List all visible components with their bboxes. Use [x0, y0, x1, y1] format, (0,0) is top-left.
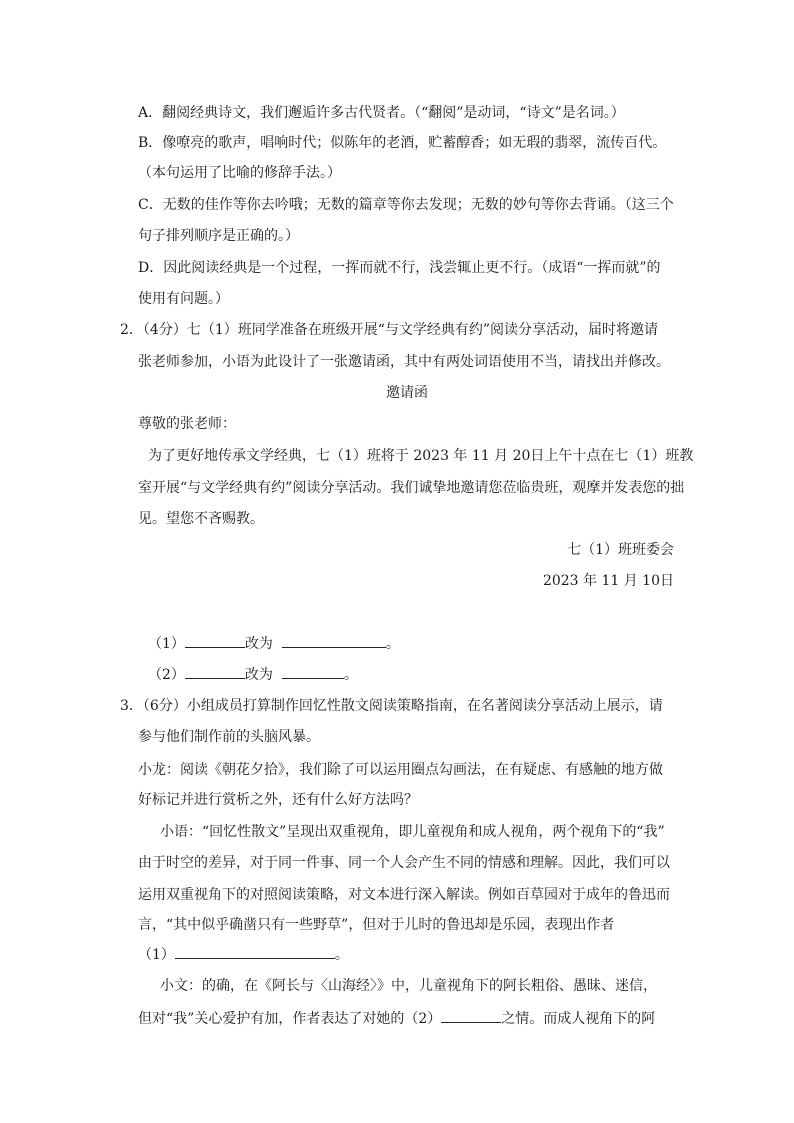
- answer-2-blank-original[interactable]: [185, 664, 245, 679]
- q1-option-c-line2: 句子排列顺序是正确的。）: [138, 228, 299, 244]
- q2-answer-2: [148, 664, 358, 684]
- xiaolong-line1: 小龙：阅读《朝花夕拾》，我们除了可以运用圈点勾画法，在有疑虑、有感触的地方做: [138, 762, 663, 778]
- invitation-greeting: 尊敬的张老师：: [138, 416, 236, 432]
- invitation-signature: 七（1）班班委会: [567, 542, 674, 558]
- answer-1-period: 。: [385, 636, 400, 652]
- answer-1-change-to: 改为: [244, 636, 273, 652]
- xiaoyu-line3: 运用双重视角下的对照阅读策略，对文本进行深入解读。例如百草园对于成年的鲁迅而: [138, 887, 670, 903]
- answer-2-label: （2）: [148, 667, 185, 683]
- xiaowen-line2: [138, 1008, 655, 1028]
- q3-stem-line1: 3．（6分）小组成员打算制作回忆性散文阅读策略指南，在名著阅读分享活动上展示，请: [120, 698, 663, 714]
- xiaowen-line2-start: 但对“我”关心爱护有加，作者表达了对她的（2）: [138, 1011, 442, 1027]
- q2-answer-1: [148, 633, 400, 653]
- invitation-body-line3: 见。望您不吝赐教。: [138, 511, 264, 527]
- q2-stem-line2: 张老师参加，小语为此设计了一张邀请函，其中有两处词语使用不当，请找出并修改。: [138, 354, 670, 370]
- invitation-title: 邀请函: [386, 385, 428, 401]
- xiaoyu-line4: 言，“其中似乎确凿只有一些野草”，但对于儿时的鲁迅却是乐园，表现出作者: [138, 917, 615, 933]
- q2-stem-line1: 2．（4分）七（1）班同学准备在班级开展“与文学经典有约”阅读分享活动，届时将邀请: [120, 322, 659, 338]
- blank-2-answer[interactable]: [441, 1008, 501, 1023]
- q1-option-d-line2: 使用有问题。）: [138, 291, 229, 307]
- xiaoyu-line2: 由于时空的差异，对于同一件事、同一个人会产生不同的情感和理解。因此，我们可以: [138, 855, 670, 871]
- q3-stem-line2: 参与他们制作前的头脑风暴。: [138, 729, 320, 745]
- answer-1-label: （1）: [148, 636, 185, 652]
- answer-2-period: 。: [343, 667, 358, 683]
- invitation-body-line1: 为了更好地传承文学经典，七（1）班将于 2023 年 11 月 20日上午十点在七（1）班教: [148, 448, 694, 464]
- xiaowen-line2-end: 之情。而成人视角下的阿: [501, 1011, 656, 1027]
- q1-option-a: A．翻阅经典诗文，我们邂逅许多古代贤者。（“翻阅”是动词，“诗文”是名词。）: [138, 105, 625, 121]
- q1-option-b-line2: （本句运用了比喻的修辞手法。）: [138, 165, 341, 181]
- xiaoyu-line1: 小语：“回忆性散文”呈现出双重视角，即儿童视角和成人视角，两个视角下的“我”: [160, 824, 665, 840]
- answer-1-blank-original[interactable]: [185, 633, 245, 648]
- q1-option-b-line1: B．像嘹亮的歌声，唱响时代；似陈年的老酒，贮蓄醇香；如无瑕的翡翠，流传百代。: [138, 135, 667, 151]
- invitation-body-line2: 室开展“与文学经典有约”阅读分享活动。我们诚挚地邀请您莅临贵班，观摩并发表您的拙: [138, 480, 685, 496]
- answer-1-blank-correction[interactable]: [282, 633, 386, 648]
- answer-2-blank-correction[interactable]: [282, 664, 344, 679]
- q1-option-d-line1: D．因此阅读经典是一个过程，一挥而就不行，浅尝辄止更不行。（成语“一挥而就”的: [138, 260, 661, 276]
- blank-1-answer[interactable]: [175, 944, 335, 959]
- q1-option-c-line1: C．无数的佳作等你去吟哦；无数的篇章等你去发现；无数的妙句等你去背诵。（这三个: [138, 197, 674, 213]
- blank-1-period: 。: [334, 947, 349, 963]
- answer-2-change-to: 改为: [244, 667, 273, 683]
- xiaolong-line2: 好标记并进行赏析之外，还有什么好方法吗？: [138, 792, 418, 808]
- blank-1-label: （1）: [138, 947, 175, 963]
- xiaoyu-line5: [138, 944, 349, 964]
- xiaowen-line1: 小文：的确，在《阿长与〈山海经〉》中，儿童视角下的阿长粗俗、愚昧、迷信，: [160, 978, 657, 994]
- invitation-date: 2023 年 11 月 10日: [542, 573, 674, 589]
